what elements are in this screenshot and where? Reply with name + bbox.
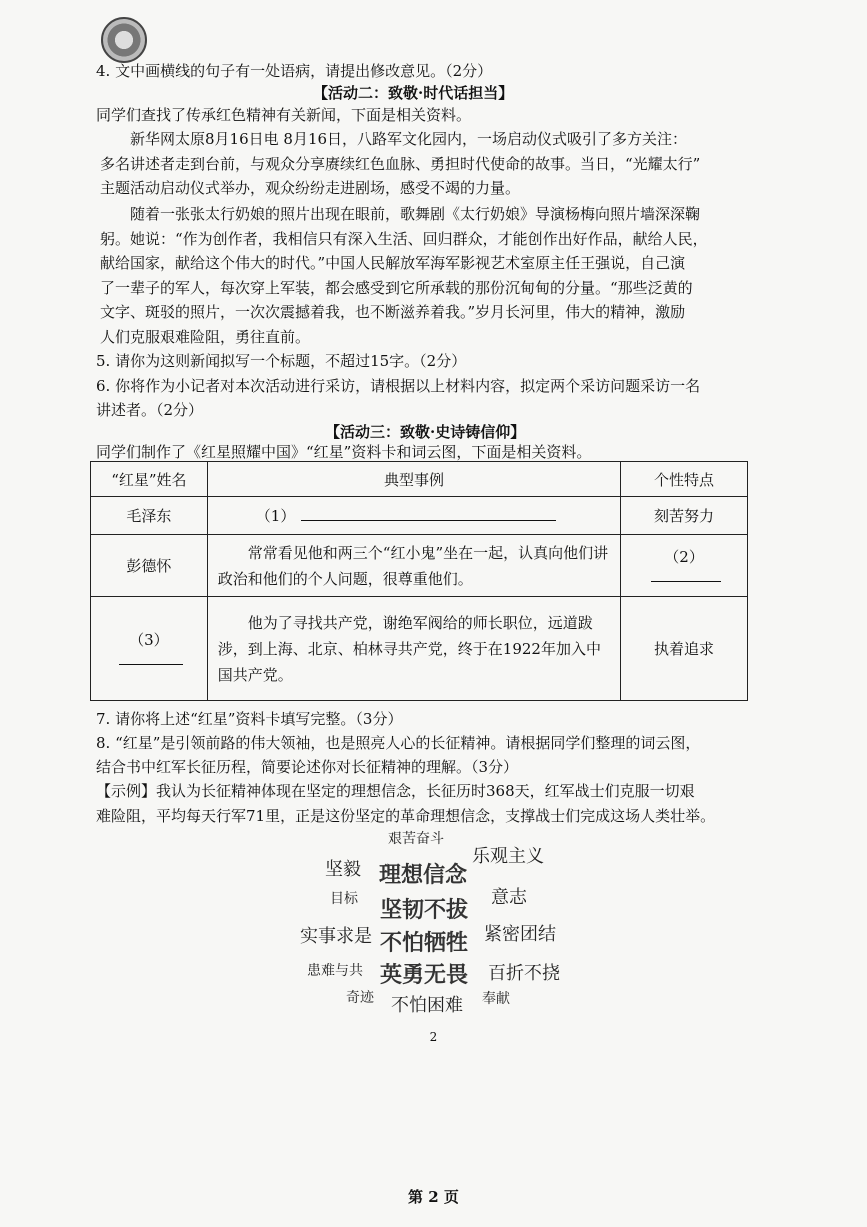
word-cloud-word: 百折不挠 xyxy=(488,963,560,984)
word-cloud-word: 坚韧不拔 xyxy=(380,898,469,923)
news-line: 新华网太原8月16日电 8月16日，八路军文化园内，一场启动仪式吸引了多方关注： xyxy=(130,130,688,148)
table-row xyxy=(91,597,748,701)
table-header-row xyxy=(91,462,748,497)
news-line: 了一辈子的军人，每次穿上军装，都会感受到它所承载的那份沉甸甸的分量。“那些泛黄的 xyxy=(100,279,693,297)
table-row xyxy=(91,497,748,535)
word-cloud-word: 奉献 xyxy=(482,991,510,1007)
answer-blank xyxy=(119,650,183,665)
cell-trait xyxy=(621,535,748,597)
word-cloud-word: 英勇无畏 xyxy=(380,963,469,988)
table-row xyxy=(91,535,748,597)
question-4: 4. 文中画横线的句子有一处语病，请提出修改意见。（2分） xyxy=(96,62,493,80)
cell-trait: 刻苦努力 xyxy=(621,497,748,535)
word-cloud-word: 奇迹 xyxy=(346,990,374,1006)
word-cloud-word: 患难与共 xyxy=(307,963,363,979)
news-line: 随着一张张太行奶娘的照片出现在眼前，歌舞剧《太行奶娘》导演杨梅向照片墙深深鞠 xyxy=(130,205,701,223)
word-cloud-word: 乐观主义 xyxy=(472,846,544,867)
question-6-line1: 6. 你将作为小记者对本次活动进行采访，请根据以上材料内容，拟定两个采访问题采访一名 xyxy=(96,377,701,395)
news-line: 躬。她说：“作为创作者，我相信只有深入生活、回归群众，才能创作出好作品，献给人民， xyxy=(100,230,708,248)
question-7: 7. 请你将上述“红星”资料卡填写完整。（3分） xyxy=(96,710,403,728)
cell-name xyxy=(91,597,208,701)
blank-label: （3） xyxy=(129,630,169,649)
word-cloud-word: 目标 xyxy=(330,891,358,907)
example-line2: 难险阻，平均每天行军71里，正是这份坚定的革命理想信念，支撑战士们完成这场人类壮举。 xyxy=(96,807,716,825)
cell-trait: 执着追求 xyxy=(621,597,748,701)
word-cloud-word: 实事求是 xyxy=(300,926,372,947)
activity2-heading: 【活动二：致敬·时代话担当】 xyxy=(313,84,514,102)
red-star-card-table xyxy=(90,461,748,701)
word-cloud-word: 不怕牺牲 xyxy=(380,931,469,956)
word-cloud-word: 坚毅 xyxy=(325,859,361,880)
blank-label: （1） xyxy=(255,507,296,525)
cell-example xyxy=(207,497,620,535)
news-line: 多名讲述者走到台前，与观众分享赓续红色血脉、勇担时代使命的故事。当日，“光耀太行” xyxy=(100,155,701,173)
question-6-line2: 讲述者。（2分） xyxy=(96,401,204,419)
news-line: 献给国家，献给这个伟大的时代。”中国人民解放军海军影视艺术室原主任王强说，自己演 xyxy=(100,254,686,272)
question-8-line2: 结合书中红军长征历程，简要论述你对长征精神的理解。（3分） xyxy=(96,758,519,776)
blank-label: （2） xyxy=(664,547,704,566)
activity3-heading: 【活动三：致敬·史诗铸信仰】 xyxy=(325,423,526,441)
word-cloud-word: 紧密团结 xyxy=(484,924,556,945)
cell-example: 常常看见他和两三个“红小鬼”坐在一起，认真向他们讲政治和他们的个人问题，很尊重他们。 xyxy=(207,535,620,597)
cell-name: 毛泽东 xyxy=(91,497,208,535)
page-footer: 第 2 页 xyxy=(408,1188,459,1206)
question-5: 5. 请你为这则新闻拟写一个标题，不超过15字。（2分） xyxy=(96,352,467,370)
cell-example: 他为了寻找共产党，谢绝军阀给的师长职位，远道跋涉，到上海、北京、柏林寻共产党，终于在1922年加入中国共产党。 xyxy=(207,597,620,701)
example-line1: 【示例】我认为长征精神体现在坚定的理想信念，长征历时368天，红军战士们克服一切艰 xyxy=(96,782,695,800)
cell-name: 彭德怀 xyxy=(91,535,208,597)
school-logo-icon xyxy=(101,17,147,63)
activity2-intro: 同学们查找了传承红色精神有关新闻，下面是相关资料。 xyxy=(96,106,472,124)
news-line: 主题活动启动仪式举办，观众纷纷走进剧场，感受不竭的力量。 xyxy=(100,179,521,197)
word-cloud-word: 意志 xyxy=(491,887,527,908)
news-line: 文字、斑驳的照片，一次次震撼着我，也不断滋养着我。”岁月长河里，伟大的精神，激励 xyxy=(100,303,686,321)
word-cloud-word: 艰苦奋斗 xyxy=(388,831,444,847)
header-name: “红星”姓名 xyxy=(91,462,208,497)
answer-blank xyxy=(301,506,556,521)
word-cloud-word: 不怕困难 xyxy=(391,995,463,1016)
answer-blank xyxy=(651,567,721,582)
header-trait: 个性特点 xyxy=(621,462,748,497)
question-8-line1: 8. “红星”是引领前路的伟大领袖，也是照亮人心的长征精神。请根据同学们整理的词云图， xyxy=(96,734,701,752)
news-line: 人们克服艰难险阻，勇往直前。 xyxy=(100,328,311,346)
activity3-intro: 同学们制作了《红星照耀中国》“红星”资料卡和词云图，下面是相关资料。 xyxy=(96,443,592,461)
inner-page-number: 2 xyxy=(429,1030,438,1044)
header-example: 典型事例 xyxy=(207,462,620,497)
word-cloud-word: 理想信念 xyxy=(379,863,468,888)
